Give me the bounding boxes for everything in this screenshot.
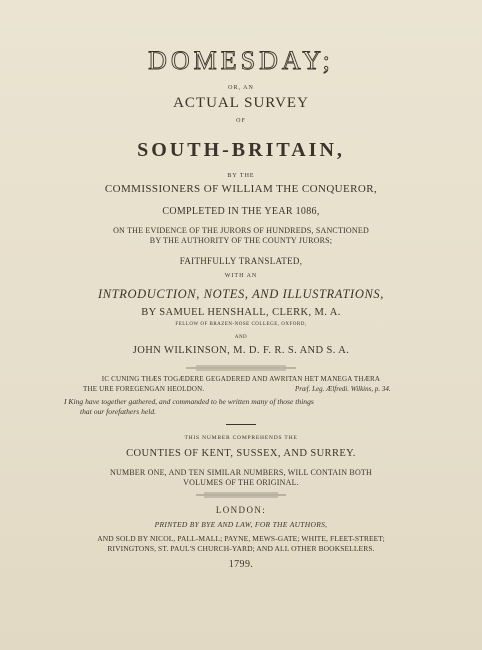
faithfully-translated: FAITHFULLY TRANSLATED,	[179, 256, 303, 266]
completed-line: COMPLETED IN THE YEAR 1086,	[162, 206, 320, 217]
henshall-affiliation: FELLOW OF BRAZEN-NOSE COLLEGE, OXFORD,	[175, 322, 307, 327]
south-britain-heading: SOUTH-BRITAIN,	[137, 139, 345, 161]
evidence-line-1: ON THE EVIDENCE OF THE JURORS OF HUNDREDS, SANCTIONED	[113, 226, 369, 235]
introduction-line: INTRODUCTION, NOTES, AND ILLUSTRATIONS,	[98, 287, 384, 301]
imprint-sold-1: AND SOLD BY NICOL, PALL-MALL; PAYNE, MEWS-GATE; WHITE, FLEET-STREET;	[97, 534, 385, 543]
counties-line: COUNTIES OF KENT, SUSSEX, AND SURREY.	[126, 448, 356, 459]
imprint-london: LONDON:	[215, 505, 267, 515]
book-title: DOMESDAY;	[148, 46, 334, 75]
author-wilkinson: JOHN WILKINSON, M. D. F. R. S. AND S. A.	[132, 345, 350, 356]
evidence-line-2: BY THE AUTHORITY OF THE COUNTY JURORS;	[149, 236, 333, 245]
commissioners-line: COMMISSIONERS OF WILLIAM THE CONQUEROR,	[104, 183, 378, 195]
subtitle-connector: OR, AN	[228, 85, 254, 91]
imprint-sold-2: RIVINGTONS, ST. PAUL'S CHURCH-YARD; AND ALL OTHER BOOKSELLERS.	[107, 544, 375, 553]
ornamental-rule-bottom	[196, 492, 286, 498]
number-one-line-1: NUMBER ONE, AND TEN SIMILAR NUMBERS, WILL CONTAIN BOTH	[109, 468, 372, 477]
saxon-citation: Præf. Leg. Ælfredi. Wilkins, p. 34.	[295, 385, 391, 393]
saxon-epigraph-1: IC CUNING THÆS TOGÆDERE GEGADERED AND AWRITAN HET MANEGA THÆRA	[101, 375, 381, 383]
saxon-epigraph-2: THE URE FOREGENGAN HEOLDON.	[83, 385, 205, 393]
translation-line-2: that our forefathers held.	[80, 407, 157, 416]
imprint-year: 1799.	[228, 559, 254, 570]
subtitle-actual-survey: ACTUAL SURVEY	[173, 95, 309, 111]
author-henshall: BY SAMUEL HENSHALL, CLERK, M. A.	[141, 307, 341, 318]
and-label: AND	[234, 335, 248, 340]
number-one-line-2: VOLUMES OF THE ORIGINAL.	[183, 478, 299, 487]
this-number-line: THIS NUMBER COMPREHENDS THE	[184, 435, 298, 441]
ornamental-rule-top	[186, 365, 296, 371]
of-label: OF	[236, 118, 246, 124]
imprint-printed: PRINTED BY BYE AND LAW, FOR THE AUTHORS,	[154, 520, 328, 529]
translation-line-1: I King have together gathered, and commanded to be written many of those things	[64, 397, 314, 406]
by-the-label: BY THE	[227, 173, 255, 179]
divider-rule	[226, 424, 256, 425]
with-an-label: WITH AN	[224, 273, 258, 279]
